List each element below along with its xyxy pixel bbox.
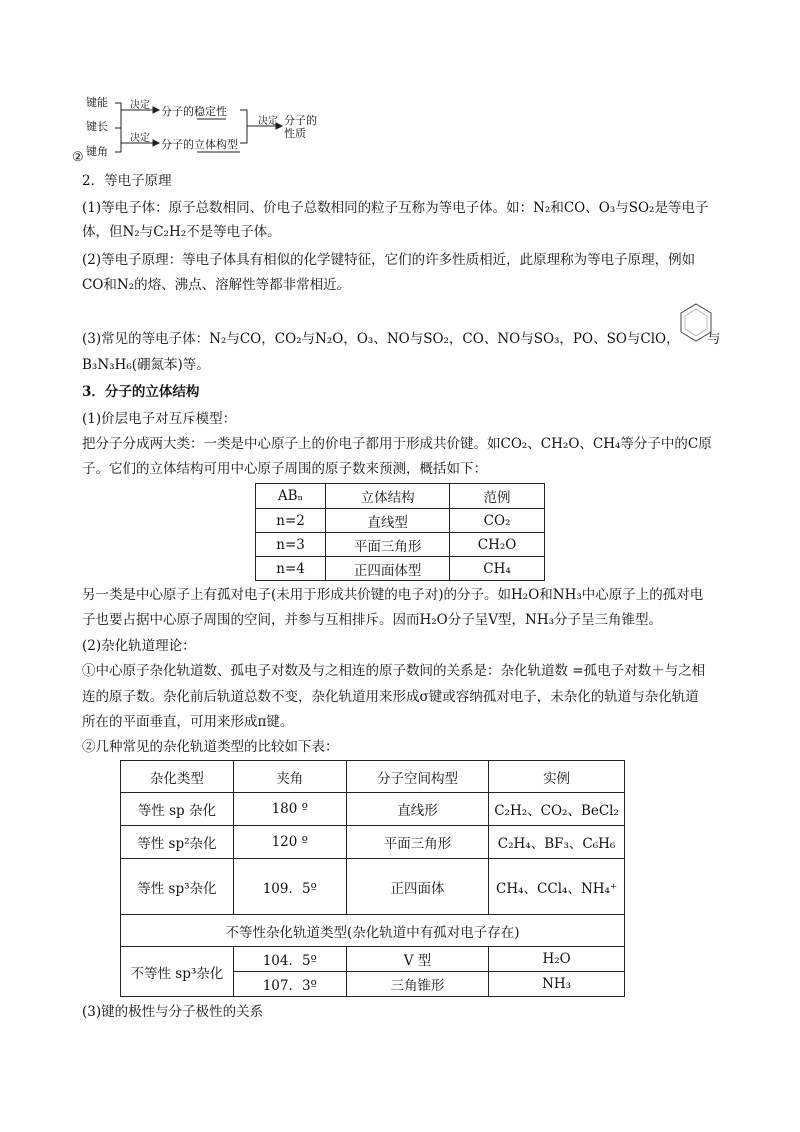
diagram-arrow-label-bottom: 决定 <box>130 133 150 144</box>
diagram-item-bond-energy: 键能 <box>86 96 108 109</box>
table2-cell: 104．5º <box>233 947 346 972</box>
table2-cell: 直线形 <box>346 793 488 826</box>
table2-cell: C₂H₂、CO₂、BeCl₂ <box>489 793 625 826</box>
s3-p2-line1: 把分子分成两大类：一类是中心原子上的价电子都用于形成共价键。如CO₂、CH₂O、CH₄等分子中的C原 <box>82 436 712 452</box>
table-row <box>121 947 625 972</box>
diagram-item-bond-angle: 键角 <box>86 145 108 158</box>
s3-p2-line2: 子。它们的立体结构可用中心原子周围的原子数来预测，概括如下： <box>82 461 487 477</box>
s3-p5-line1: ①中心原子杂化轨道数、孤电子对数及与之相连的原子数间的关系是：杂化轨道数 =孤电子对数＋与之相 <box>82 663 706 679</box>
table1-cell: 正四面体型 <box>326 557 450 581</box>
diagram-right-line2: 性质 <box>284 127 306 140</box>
table1-cell: CH₄ <box>450 557 545 581</box>
table2-header: 实例 <box>489 761 625 793</box>
table-row <box>256 509 545 533</box>
diagram-arrow-label-right: 决定 <box>258 116 278 127</box>
table2-header: 夹角 <box>233 761 346 793</box>
vsepr-table <box>255 483 545 581</box>
table2-header: 分子空间构型 <box>346 761 488 793</box>
table2-cell: 平面三角形 <box>346 826 488 859</box>
table1-header: 范例 <box>450 484 545 509</box>
table2-cell: C₂H₄、BF₃、C₆H₆ <box>489 826 625 859</box>
s2-p2-line1: (2)等电子原理：等电子体具有相似的化学键特征，它们的许多性质相近，此原理称为等电子原理，例如 <box>82 252 696 268</box>
table2-cell: 109．5º <box>233 859 346 915</box>
diagram-item-bond-length: 键长 <box>86 120 108 133</box>
table2-cell: 三角锥形 <box>346 972 488 997</box>
s2-p3-line1: (3)常见的等电子体：N₂与CO，CO₂与N₂O，O₃、NO与SO₂，CO、NO与SO₃，PO、SO与ClO， <box>82 331 680 347</box>
table1-cell: CH₂O <box>450 533 545 557</box>
table2-cell: H₂O <box>489 947 625 972</box>
s3-p6: ②几种常见的杂化轨道类型的比较如下表： <box>82 739 339 755</box>
s3-p4: (2)杂化轨道理论： <box>82 638 196 654</box>
table-row <box>256 533 545 557</box>
diagram-mid-bottom: 分子的立体构型 <box>161 138 238 151</box>
table2-cell: 等性 sp³杂化 <box>121 859 234 915</box>
s3-p3-line2: 子也要占据中心原子周围的空间，并参与互相排斥。因而H₂O分子呈V型，NH₃分子呈三角锥型。 <box>82 612 662 628</box>
table1-cell: 平面三角形 <box>326 533 450 557</box>
table1-header: ABₙ <box>256 484 326 509</box>
table2-cell: V 型 <box>346 947 488 972</box>
s3-p5-line3: 所在的平面垂直，可用来形成π键。 <box>82 714 294 730</box>
table1-cell: n=3 <box>256 533 326 557</box>
s2-p1-line2: 体，但N₂与C₂H₂不是等电子体。 <box>82 224 281 240</box>
table-row <box>121 859 625 915</box>
table1-header: 立体结构 <box>326 484 450 509</box>
table2-cell: 107．3º <box>233 972 346 997</box>
table-row <box>121 915 625 947</box>
s2-p1-line1: (1)等电子体：原子总数相同、价电子总数相同的粒子互称为等电子体。如：N₂和CO、O₃与SO₂是等电子 <box>82 200 709 216</box>
table2-merged-row: 不等性杂化轨道类型(杂化轨道中有孤对电子存在) <box>121 915 625 947</box>
table1-cell: n=4 <box>256 557 326 581</box>
table1-cell: n=2 <box>256 509 326 533</box>
diagram-right-line1: 分子的 <box>284 114 317 127</box>
section3-heading: 3．分子的立体结构 <box>82 384 200 400</box>
table2-cell: 120 º <box>233 826 346 859</box>
table-row <box>121 793 625 826</box>
s3-p1: (1)价层电子对互斥模型： <box>82 411 237 427</box>
table2-cell: 不等性 sp³杂化 <box>121 947 234 997</box>
table2-header: 杂化类型 <box>121 761 234 793</box>
table2-cell: NH₃ <box>489 972 625 997</box>
s3-p5-line2: 连的原子数。杂化前后轨道总数不变，杂化轨道用来形成σ键或容纳孤对电子，未杂化的轨道与杂化轨道 <box>82 689 699 705</box>
s3-p7: (3)键的极性与分子极性的关系 <box>82 1004 264 1020</box>
table1-cell: CO₂ <box>450 509 545 533</box>
table2-cell: 正四面体 <box>346 859 488 915</box>
s2-p3-line2: B₃N₃H₆(硼氮苯)等。 <box>82 357 210 373</box>
table2-cell: CH₄、CCl₄、NH₄⁺ <box>489 859 625 915</box>
diagram-arrow-label-top: 决定 <box>130 100 150 111</box>
table2-cell: 180 º <box>233 793 346 826</box>
table-row <box>121 826 625 859</box>
section2-heading: 2．等电子原理 <box>82 173 172 189</box>
diagram-mid-top: 分子的稳定性 <box>161 105 227 118</box>
s2-p2-line2: CO和N₂的熔、沸点、溶解性等都非常相近。 <box>82 277 351 293</box>
s2-p3-end: 与 <box>707 331 721 347</box>
table2-cell: 等性 sp²杂化 <box>121 826 234 859</box>
hybridization-table <box>120 760 625 997</box>
table2-cell: 等性 sp 杂化 <box>121 793 234 826</box>
table1-cell: 直线型 <box>326 509 450 533</box>
s3-p3-line1: 另一类是中心原子上有孤对电子(未用于形成共价键的电子对)的分子。如H₂O和NH₃中心原子上的孤对电 <box>82 587 704 603</box>
diagram-circled-number: ② <box>72 150 84 165</box>
table-row <box>256 557 545 581</box>
diagram-arrows <box>0 0 800 170</box>
